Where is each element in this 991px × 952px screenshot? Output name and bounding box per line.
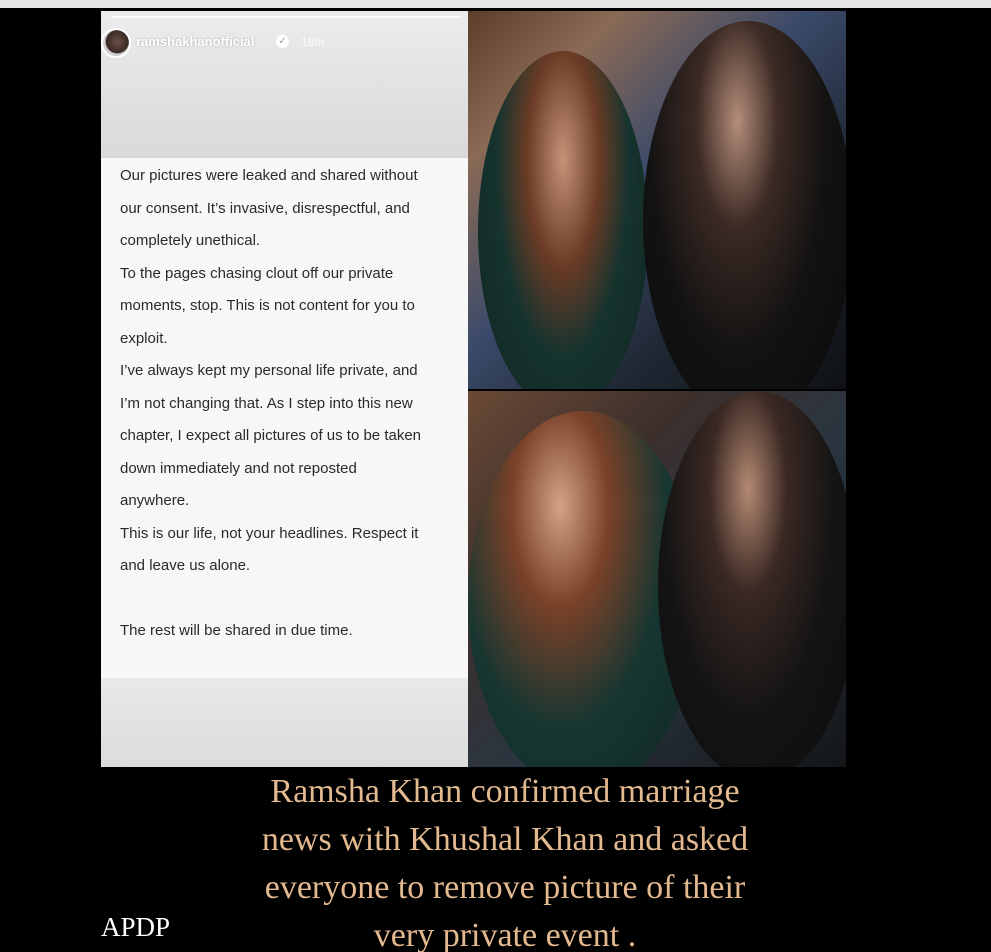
story-progress-bar [111, 16, 461, 18]
story-username[interactable]: ramshakhanofficial [136, 34, 255, 49]
instagram-story [101, 11, 468, 767]
woman-figure [478, 51, 648, 389]
top-bar [0, 0, 991, 8]
statement-line [120, 583, 466, 616]
avatar[interactable] [101, 28, 131, 58]
headline-caption [140, 768, 870, 952]
caption-line: everyone to remove picture of their [264, 869, 746, 906]
caption-line: news with Khushal Khan and asked [261, 821, 749, 858]
caption-line: Ramsha Khan confirmed marriage [270, 773, 740, 810]
story-statement [120, 160, 466, 648]
statement-line: down immediately and not reposted [120, 459, 357, 477]
statement-line: To the pages chasing clout off our private [120, 264, 394, 282]
statement-line: moments, stop. This is not content for you to [120, 297, 415, 314]
verified-check-icon: ✓ [276, 35, 289, 48]
statement-line: I’m not changing that. As I step into this new [120, 394, 413, 412]
statement-line: and leave us alone. [120, 557, 251, 574]
statement-line: The rest will be shared in due time. [120, 622, 353, 639]
caption-line: very private event . [373, 917, 637, 952]
man-figure [658, 391, 846, 767]
statement-line: This is our life, not your headlines. Respect it [120, 524, 419, 542]
statement-line: Our pictures were leaked and shared without [120, 167, 418, 184]
man-figure [643, 21, 846, 389]
couple-photo-2 [468, 391, 846, 767]
brand-watermark: APDP [101, 912, 171, 942]
statement-line: chapter, I expect all pictures of us to be taken [120, 427, 422, 444]
story-footer [101, 678, 468, 767]
statement-line: completely unethical. [120, 232, 261, 249]
statement-line: I’ve always kept my personal life private, and [120, 362, 418, 379]
couple-photo-1 [468, 11, 846, 389]
statement-line: our consent. It’s invasive, disrespectful, and [120, 199, 410, 217]
statement-line: exploit. [120, 329, 168, 347]
statement-line: anywhere. [120, 492, 190, 509]
story-time: 18m [301, 35, 325, 49]
